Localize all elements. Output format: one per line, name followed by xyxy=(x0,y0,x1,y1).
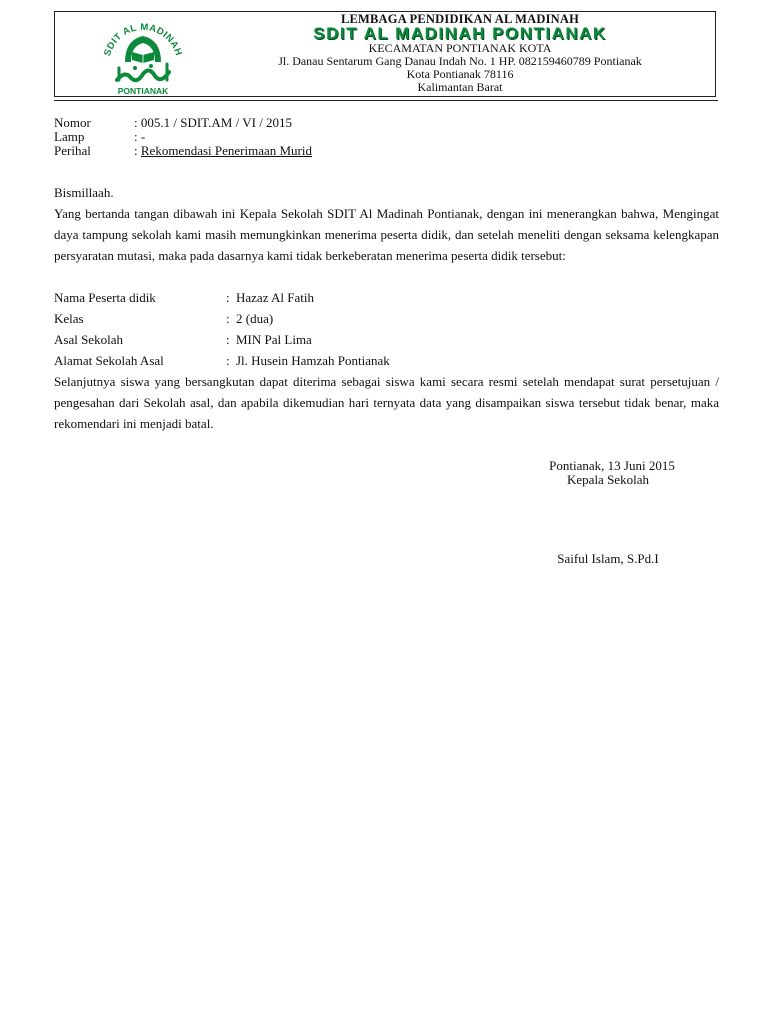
detail-row xyxy=(54,329,312,350)
nomor-label: Nomor xyxy=(54,115,91,130)
logo-bottom-text: PONTIANAK xyxy=(117,86,169,96)
lamp-value: : - xyxy=(134,129,146,144)
closing-text: Selanjutnya siswa yang bersangkutan dapat diterima sebagai siswa kami secara resmi setelah mendapat surat persetujuan / pengesahan dari Sekolah asal, dan apabila dikemudian hari ternyata data yang disampaikan siswa tersebut tidak benar, maka rekomendari ini menjadi batal. xyxy=(54,374,719,431)
detail-value: Jl. Husein Hamzah Pontianak xyxy=(236,353,390,368)
perihal-label: Perihal xyxy=(54,143,91,158)
detail-row xyxy=(54,350,390,371)
signature-name: Saiful Islam, S.Pd.I xyxy=(557,551,659,566)
lamp-label: Lamp xyxy=(54,129,85,144)
detail-colon: : xyxy=(226,353,230,368)
province-line: Kalimantan Barat xyxy=(417,80,503,94)
organization-name: LEMBAGA PENDIDIKAN AL MADINAH xyxy=(340,12,580,26)
greeting: Bismillaah. xyxy=(54,185,114,200)
ref-perihal xyxy=(54,144,312,158)
detail-colon: : xyxy=(226,311,230,326)
ref-nomor xyxy=(54,116,292,130)
detail-colon: : xyxy=(226,332,230,347)
detail-label: Asal Sekolah xyxy=(54,332,123,347)
detail-label: Nama Peserta didik xyxy=(54,290,156,305)
address-line: Jl. Danau Sentarum Gang Danau Indah No. 1 HP. 082159460789 Pontianak xyxy=(278,54,642,68)
intro-paragraph xyxy=(54,203,719,266)
letterhead xyxy=(54,11,716,97)
ref-lamp xyxy=(54,130,145,144)
signature-place-date: Pontianak, 13 Juni 2015 xyxy=(549,458,675,473)
detail-value: 2 (dua) xyxy=(236,311,274,326)
detail-value: MIN Pal Lima xyxy=(236,332,312,347)
intro-text: Yang bertanda tangan dibawah ini Kepala Sekolah SDIT Al Madinah Pontianak, dengan ini menerangkan bahwa, Mengingat daya tampung sekolah kami masih memungkinkan menerima peserta didik, dan setelah meneliti dengan seksama kelengkapan persyaratan mutasi, maka pada dasarnya kami tidak berkeberatan menerima peserta didik tersebut: xyxy=(54,206,719,263)
district-line: KECAMATAN PONTIANAK KOTA xyxy=(368,41,552,55)
signature-position: Kepala Sekolah xyxy=(567,472,649,487)
perihal-value: Rekomendasi Penerimaan Murid xyxy=(140,143,313,158)
school-name: SDIT AL MADINAH PONTIANAK xyxy=(313,24,607,43)
nomor-value: : 005.1 / SDIT.AM / VI / 2015 xyxy=(134,115,293,130)
detail-row xyxy=(54,287,314,308)
detail-label: Kelas xyxy=(54,311,84,326)
logo-arc-text: SDIT AL MADINAH xyxy=(102,21,184,58)
letterhead-divider xyxy=(54,100,718,101)
city-line: Kota Pontianak 78116 xyxy=(406,67,514,81)
detail-row xyxy=(54,308,273,329)
school-logo-icon xyxy=(95,14,191,96)
detail-value: Hazaz Al Fatih xyxy=(236,290,314,305)
closing-paragraph xyxy=(54,371,719,434)
perihal-colon: : xyxy=(134,143,141,158)
detail-label: Alamat Sekolah Asal xyxy=(54,353,164,368)
detail-colon: : xyxy=(226,290,230,305)
